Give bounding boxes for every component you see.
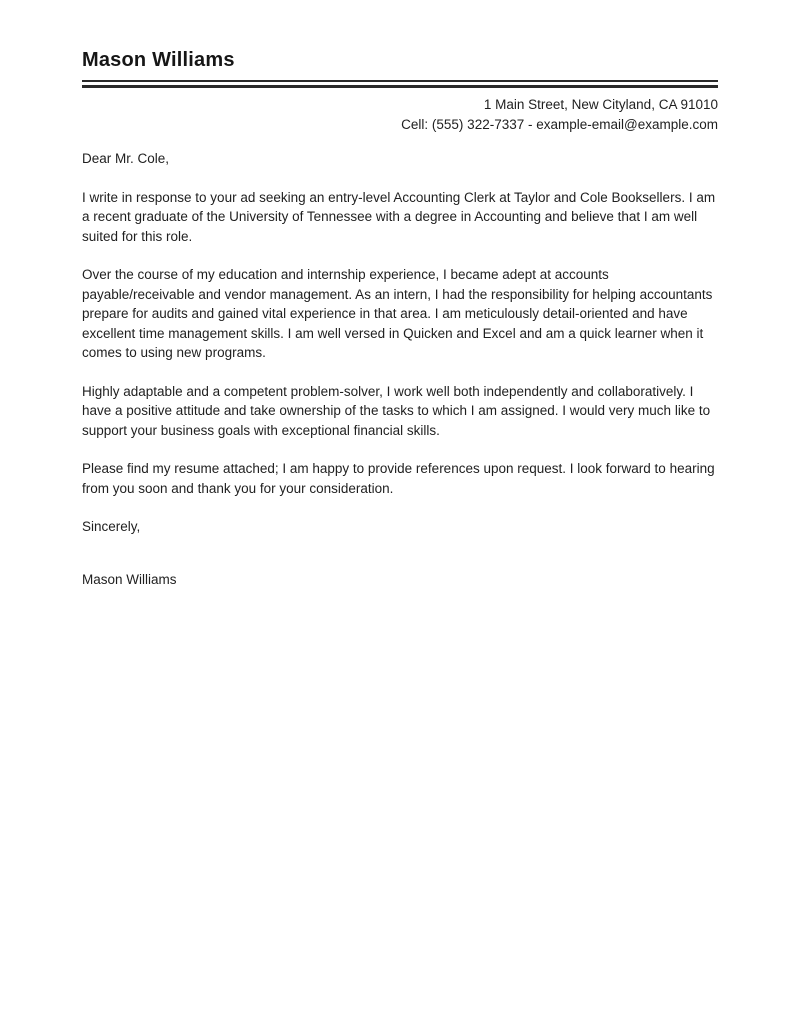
header-divider [82, 80, 718, 88]
contact-block [82, 95, 718, 134]
sender-phone-email: Cell: (555) 322-7337 - example-email@example.com [401, 116, 718, 132]
sender-name: Mason Williams [82, 49, 235, 71]
letterhead [82, 48, 718, 134]
sender-address: 1 Main Street, New Cityland, CA 91010 [483, 97, 718, 112]
paragraph-experience: Over the course of my education and internship experience, I became adept at accounts payable/receivable and vendor management. As an intern, I had the responsibility for helping accountants prepare for audits and gained vital experience in that area. I am meticulously detail-oriented and have excellent time management skills. I am well versed in Quicken and Excel and am a quick learner when it comes to using new programs. [82, 267, 713, 360]
closing: Sincerely, [82, 519, 141, 534]
salutation: Dear Mr. Cole, [82, 151, 170, 166]
paragraph-closing-request: Please find my resume attached; I am happy to provide references upon request. I look forward to hearing from you soon and thank you for your consideration. [82, 461, 715, 496]
signature-name: Mason Williams [82, 571, 177, 587]
paragraph-intro: I write in response to your ad seeking an entry-level Accounting Clerk at Taylor and Cole Booksellers. I am a recent graduate of the University of Tennessee with a degree in Accounting and believe that I am well suited for this role. [82, 189, 716, 244]
letter-body [82, 149, 718, 589]
paragraph-qualities: Highly adaptable and a competent problem-solver, I work well both independently and collaboratively. I have a positive attitude and take ownership of the tasks to which I am assigned. I would very much like to support your business goals with exceptional financial skills. [82, 383, 711, 438]
